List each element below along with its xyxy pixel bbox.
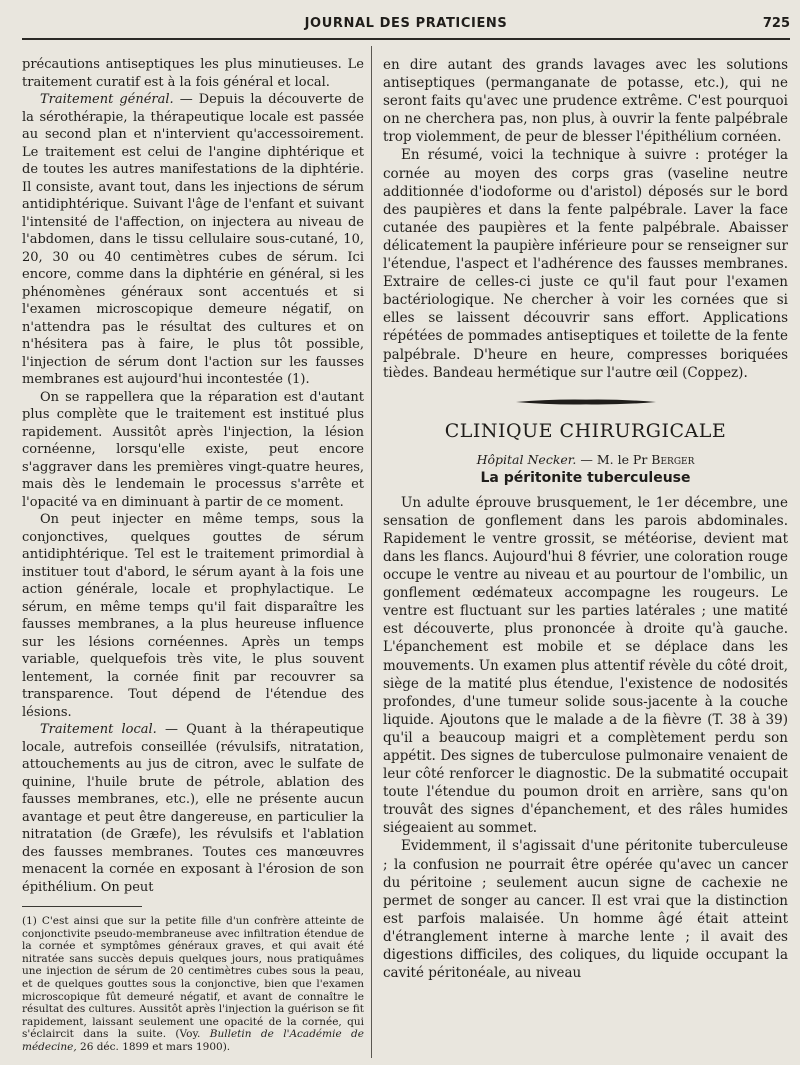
byline-hospital: Hôpital Necker.	[476, 451, 577, 467]
paragraph: Un adulte éprouve brusquement, le 1er décembre, une sensation de gonflement dans les parois abdominales. Rapidement le ventre grossit, se météorise, devient mat dans les flancs. Aujourd'hui 8 février, une coloration rouge occupe le ventre au niveau et au pourtour de l'ombilic, un gonflement œdémateux accompagne les rougeurs. Le ventre est fluctuant sur les parties latérales ; une matité est découverte, plus prononcée à droite qu'à gauche. L'épanchement est mobile et se déplace dans les mouvements. Un examen plus attentif révèle du côté droit, siège de la matité plus étendue, l'existence de nodosités profondes, d'une tumeur solide sous-jacente à la couche liquide. Ajoutons que le malade a de la fièvre (T. 38 à 39) qu'il a beaucoup maigri et a complètement perdu son appétit. Des signes de tuberculose pulmonaire venaient de leur côté renforcer le diagnostic. De la submatité occupait toute l'étendue du poumon droit en arrière, sans qu'on trouvât des signes d'épanchement, et des râles humides siégeaient au sommet.	[383, 494, 788, 837]
footnote	[22, 915, 364, 1054]
running-header	[22, 14, 790, 40]
left-body-text	[22, 56, 364, 896]
page-number: 725	[762, 16, 790, 31]
article-body-text	[383, 494, 788, 983]
paragraph-traitement-general	[22, 91, 364, 389]
paragraph: On peut injecter en même temps, sous la conjonctives, quelques gouttes de sérum antidiphtérique. Tel est le traitement primordial à instituer tout d'abord, le sérum ayant à la fois une action générale, locale et prophylactique. Le sérum, en même temps qu'il fait disparaître les fausses membranes, a la plus heureuse influence sur les lésions cornéennes. Après un temps variable, quelquefois très vite, le plus souvent lentement, la cornée finit par recouvrer sa transparence. Tout dépend de l'étendue des lésions.	[22, 512, 364, 720]
paragraph: On se rappellera que la réparation est d'autant plus complète que le traitement est institué plus rapidement. Aussitôt après l'injection, la lésion cornéenne, lorsqu'elle existe, peut encore s'aggraver dans les premières vingt-quatre heures, mais dès le lendemain le processus s'arrête et l'opacité va en diminuant à partir de ce moment.	[22, 389, 364, 510]
column-divider	[371, 46, 372, 1058]
footnote-divider	[22, 906, 142, 907]
ornamental-rule	[516, 398, 656, 406]
byline	[383, 452, 788, 467]
left-column	[22, 56, 364, 1054]
article-title: La péritonite tuberculeuse	[480, 469, 691, 486]
run-in-heading: Traitement général.	[40, 92, 174, 107]
paragraph: Evidemment, il s'agissait d'une péritonite tuberculeuse ; la confusion ne pourrait être opérée qu'avec un cancer du péritoine ; seulement aucun signe de cachexie ne permet de songer au cancer. Il est vrai que la distinction est parfois malaisée. Un homme âgé était atteint d'étranglement interne à marche lente ; il avait des digestions difficiles, des coliques, du liquide occupant la cavité péritonéale, au niveau	[383, 838, 788, 982]
footnote-date: 26 déc. 1899 et mars 1900).	[76, 1040, 231, 1053]
byline-prefix: — M. le Pr	[576, 451, 652, 467]
right-column	[383, 56, 788, 982]
footnote-text: (1) C'est ainsi que sur la petite fille d'un confrère atteinte de conjonctivite pseudo-membraneuse avec infiltration étendue de la cornée et symptômes généraux graves, et qui avait été nitratée sans succès depuis quelques jours, nous pratiquâmes une injection de sérum de 20 centimètres cubes sous la peau, et de quelques gouttes sous la conjonctive, bien que l'examen microscopique fût demeuré négatif, et avant de connaître le résultat des cultures. Aussitôt après l'injection la guérison se fit rapidement, laissant seulement une opacité de la cornée, qui s'éclaircit dans la suite. (Voy.	[22, 915, 364, 1041]
journal-title: JOURNAL DES PRATICIENS	[304, 16, 508, 31]
run-in-heading: Traitement local.	[40, 722, 157, 737]
paragraph: En résumé, voici la technique à suivre : protéger la cornée au moyen des corps gras (vaseline neutre additionnée d'iodoforme ou d'aristol) déposés sur le bord des paupières et dans la fente palpébrale. Laver la face cutanée des paupières et la fente palpébrale. Abaisser délicatement la paupière inférieure pour se renseigner sur l'étendue, l'aspect et l'adhérence des fausses membranes. Extraire de celles-ci juste ce qu'il faut pour l'examen bactériologique. Ne chercher à voir les cornées que si elles se laissent découvrir sans effort. Applications répétées de pommades antiseptiques et toilette de la fente palpébrale. D'heure en heure, compresses boriquées tièdes. Bandeau hermétique sur l'autre œil (Coppez).	[383, 147, 788, 381]
byline-author: Berger	[651, 451, 695, 467]
paragraph-text: — Depuis la découverte de la sérothérapie, la thérapeutique locale est passée au second plan et n'intervient qu'accessoirement. Le traitement est celui de l'angine diphtérique et de toutes les autres manifestations de la diphtérie. Il consiste, avant tout, dans les injections de sérum antidiphtérique. Suivant l'âge de l'enfant et suivant l'intensité de l'affection, on injectera au niveau de l'abdomen, dans le tissu cellulaire sous-cutané, 10, 20, 30 ou 40 centimètres cubes de sérum. Ici encore, comme dans la diphtérie en général, si les phénomènes généraux sont accentués et si l'examen microscopique demeure négatif, on n'attendra pas le résultat des cultures et on n'hésitera pas à faire, le plus tôt possible, l'injection de sérum dont l'action sur les fausses membranes est aujourd'hui incontestée (1).	[22, 92, 365, 387]
paragraph-text: — Quant à la thérapeutique locale, autrefois conseillée (révulsifs, nitratation, attouchements au jus de citron, avec le sulfate de quinine, l'huile brute de pétrole, ablation des fausses membranes, etc.), elle ne présente aucun avantage et peut être dangereuse, en particulier la nitratation (de Græfe), les révulsifs et l'ablation des fausses membranes. Toutes ces manœuvres menacent la cornée en exposant à l'érosion de son épithélium. On peut	[22, 722, 364, 895]
paragraph: précautions antiseptiques les plus minutieuses. Le traitement curatif est à la fois général et local.	[22, 57, 364, 90]
paragraph: en dire autant des grands lavages avec les solutions antiseptiques (permanganate de potasse, etc.), qui ne seront faits qu'avec une prudence extrême. C'est pourquoi on ne cherchera pas, non plus, à ouvrir la fente palpébrale trop violemment, de peur de blesser l'épithélium cornéen.	[383, 57, 788, 146]
footnote-citation: Bulletin de l'Académie de médecine,	[22, 1028, 364, 1053]
right-body-text	[383, 56, 788, 382]
paragraph-traitement-local	[22, 721, 364, 896]
section-title: CLINIQUE CHIRURGICALE	[444, 419, 727, 442]
